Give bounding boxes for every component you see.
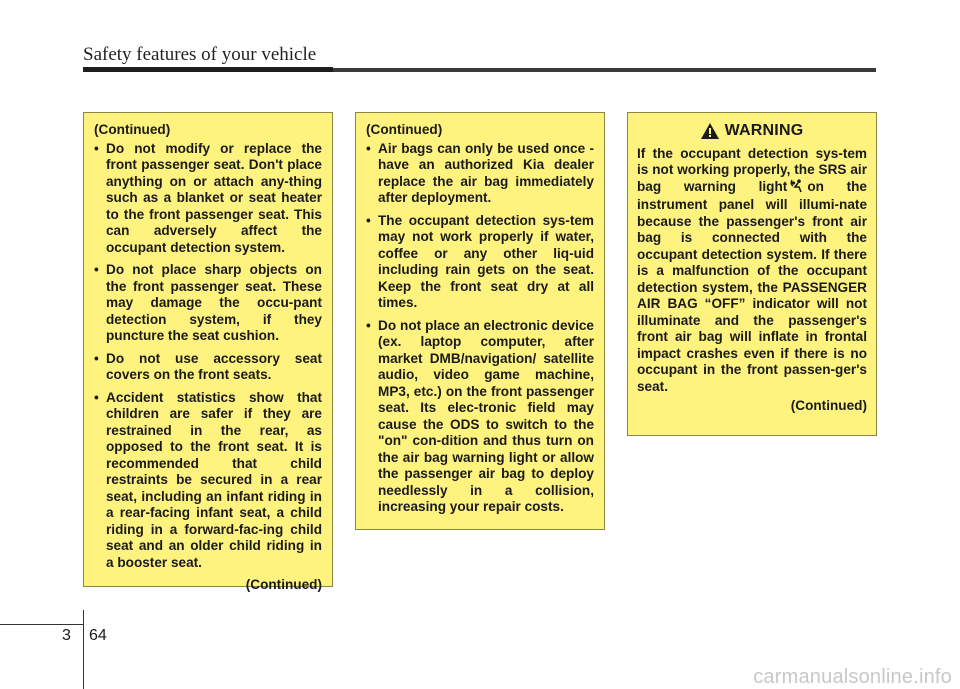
warning-triangle-icon (701, 123, 719, 139)
list-item: • Air bags can only be used once - have an authorized Kia dealer replace the air bag immediately after deployment. (366, 141, 594, 207)
warning-text (637, 146, 867, 396)
footer-rule-vertical (83, 610, 84, 689)
continued-label-top: (Continued) (366, 122, 443, 137)
list-item: • Do not use accessory seat covers on the front seats. (94, 351, 322, 384)
caution-box-middle (355, 112, 605, 530)
warning-title: WARNING (724, 122, 804, 139)
warning-box (627, 112, 877, 436)
continued-label-bottom: (Continued) (790, 398, 867, 413)
header-rule (83, 68, 876, 72)
caution-box-left (83, 112, 333, 592)
warning-heading (637, 123, 867, 140)
page-number: 64 (89, 627, 107, 644)
warning-text-part1: If the occupant detection sys-tem is not working properly, the SRS air bag warning light (637, 145, 867, 194)
list-item: • Do not modify or replace the front passenger seat. Don't place anything on or attach any-thing such as a blanket or seat heater to the front passenger seat. This can adversely affect the occupant detection system. (94, 141, 322, 257)
list-item: • Do not place an electronic device (ex. laptop computer, after market DMB/navigation/ satellite audio, video game machine, MP3, etc.) on the front passenger seat. Its elec-tronic field may cause the ODS to switch to the "on" con-dition and thus turn on the air bag warning light or allow the passenger air bag to deploy needlessly in a collision, increasing your repair costs. (366, 318, 594, 516)
airbag-warning-icon (790, 179, 804, 198)
list-item: • Accident statistics show that children are safer if they are restrained in the rear, as opposed to the front seat. It is recommended that child restraints be secured in a rear seat, including an infant riding in a rear-facing infant seat, a child riding in a forward-fac-ing child seat and an older child riding in a booster seat. (94, 390, 322, 572)
watermark: carmanualsonline.info (753, 666, 952, 688)
list-item: • The occupant detection sys-tem may not work properly if water, coffee or any other liq-uid including rain gets on the seat. Keep the front seat dry at all times. (366, 213, 594, 312)
footer-rule-horizontal (0, 624, 83, 625)
list-item: • Do not place sharp objects on the front passenger seat. These may damage the occu-pant detection system, if they puncture the seat cushion. (94, 262, 322, 345)
continued-label-bottom: (Continued) (245, 577, 322, 592)
bullet-list (94, 141, 322, 572)
chapter-number: 3 (62, 627, 71, 644)
bullet-list (366, 141, 594, 516)
page-header-title: Safety features of your vehicle (83, 44, 317, 65)
continued-label-top: (Continued) (94, 122, 171, 137)
warning-text-part2: on the instrument panel will illumi-nate because the passenger's front air bag is connected with the occupant detection system. If there is a malfunction of the occupant detection system, the PASSENGER AIR BAG “OFF” indicator will not illuminate and the passenger's front air bag will inflate in frontal impact crashes even if there is no occupant in the front passen-ger's seat. (637, 178, 867, 394)
